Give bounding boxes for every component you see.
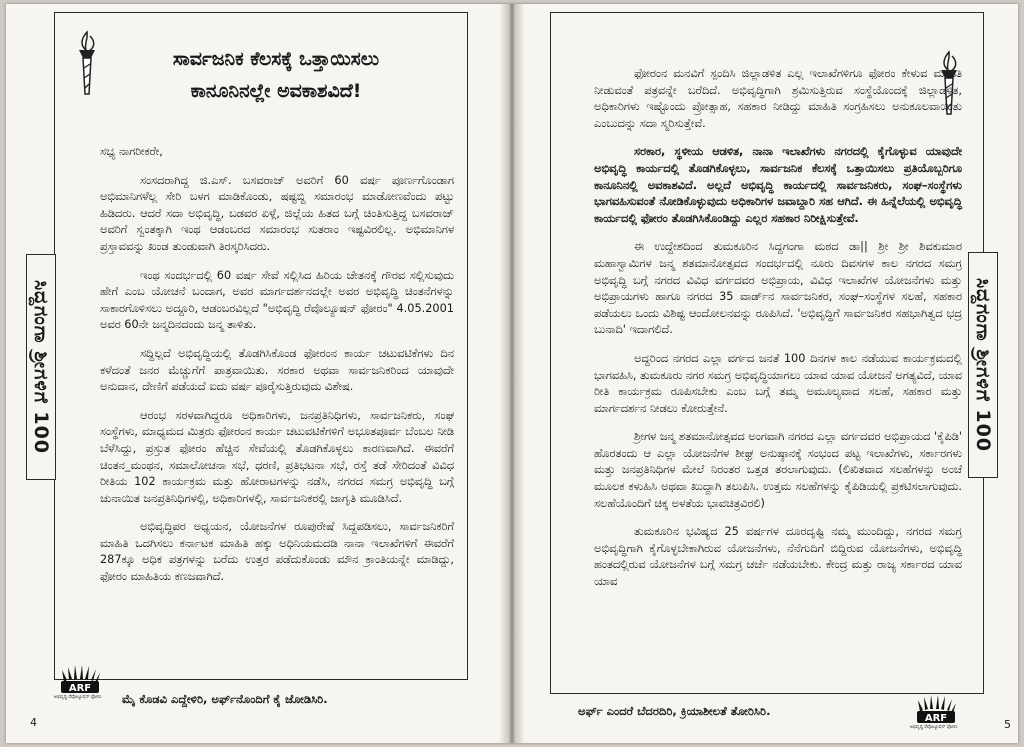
article-body <box>100 144 454 598</box>
paragraph: ತುಮಕೂರಿನ ಭವಿಷ್ಯದ 25 ವರ್ಷಗಳ ದೂರದೃಷ್ಟಿ ನಮ್ಮ ಮುಂದಿದ್ದು, ನಗರದ ಸಮಗ್ರ ಅಭಿವೃದ್ಧಿಗಾಗಿ ಕೈಗೊಳ್ಳಬೇಕಾಗಿರುವ ಯೋಜನೆಗಳು, ನೆನೆಗುದಿಗೆ ಬಿದ್ದಿರುವ ಯೋಜನೆಗಳು, ಅಭಿವೃದ್ಧಿ ಹಂತದಲ್ಲಿರುವ ಯೋಜನೆಗಳ ಬಗ್ಗೆ ಸಮಗ್ರ ಚರ್ಚೆ ನಡೆಯಬೇಕು. ಕೇಂದ್ರ ಮತ್ತು ರಾಜ್ಯ ಸರ್ಕಾರದ ಯಾವ ಯಾವ <box>594 525 962 589</box>
logo-subtext: ಅಭಿವೃದ್ಧಿ ರೆವೊಲ್ಯೂಷನ್ ಫೋರಂ <box>910 725 958 730</box>
arf-logo <box>58 664 102 694</box>
right-page <box>518 4 1018 743</box>
article-title-line2: ಕಾನೂನಿನಲ್ಲೇ ಅವಕಾಶವಿದೆ! <box>190 80 362 102</box>
left-page <box>6 4 506 743</box>
article-body <box>594 66 962 603</box>
paragraph: ಆರಂಭ ಸರಳವಾಗಿದ್ದರೂ ಅಧಿಕಾರಿಗಳು, ಜನಪ್ರತಿನಿಧಿಗಳು, ಸಾರ್ವಜನಿಕರು, ಸಂಘ ಸಂಸ್ಥೆಗಳು, ಮಾಧ್ಯಮದ ಮಿತ್ರರು ಫೋರಂನ ಕಾರ್ಯ ಚಟುವಟಿಕೆಗಳಿಗೆ ಅಭೂತಪೂರ್ವ ಬೆಂಬಲ ನೀಡಿ ಬೆಳೆಸಿದ್ದು, ಪ್ರಸ್ತುತ ಫೋರಂ ಹೆಚ್ಚಿನ ಸೇವೆಯಲ್ಲಿ ತೊಡಗಿಕೊಳ್ಳಲು ಕಾರಣವಾಗಿದೆ. ಈವರೆಗೆ ಚಿಂತನ_ಮಂಥನ, ಸಮಾಲೋಚನಾ ಸಭೆ, ಧರಣಿ, ಪ್ರತಿಭಟನಾ ಸಭೆ, ರಸ್ತೆ ತಡೆ ಸೇರಿದಂತೆ ವಿವಿಧ ರೀತಿಯ 102 ಕಾರ್ಯಕ್ರಮ ಮತ್ತು ಹೋರಾಟಗಳನ್ನು ನಡೆಸಿ, ನಗರದ ಸಮಗ್ರ ಅಭಿವೃದ್ಧಿ ಬಗ್ಗೆ ಚುನಾಯಿತ ಜನಪ್ರತಿನಿಧಿಗಳಲ್ಲಿ, ಅಧಿಕಾರಿಗಳಲ್ಲಿ, ಸಾರ್ವಜನಿಕರಲ್ಲಿ ಜಾಗೃತಿ ಮೂಡಿಸಿದೆ. <box>100 408 454 505</box>
logo-text: ARF <box>924 713 948 724</box>
logo-subtext: ಅಭಿವೃದ್ಧಿ ರೆವೊಲ್ಯೂಷನ್ ಫೋರಂ <box>54 695 102 700</box>
paragraph: ಈ ಉದ್ದೇಶದಿಂದ ತುಮಕೂರಿನ ಸಿದ್ದಗಂಗಾ ಮಠದ ಡಾ|| ಶ್ರೀ ಶ್ರೀ ಶಿವಕುಮಾರ ಮಹಾಸ್ವಾಮಿಗಳ ಜನ್ಮ ಶತಮಾನೋತ್ಸವದ ಸಂದರ್ಭದಲ್ಲಿ ನೂರು ದಿವಸಗಳ ಕಾಲ ನಗರದ ಸಮಗ್ರ ಅಭಿವೃದ್ಧಿ ಬಗ್ಗೆ ನಗರದ ವಿವಿಧ ವರ್ಗದವರ ಅಭಿಪ್ರಾಯ, ವಿವಿಧ ಇಲಾಖೆಗಳ ಯೋಜನೆಗಳು ಮತ್ತು ಅಭಿಪ್ರಾಯಗಳು ಹಾಗೂ ನಗರದ 35 ವಾರ್ಡ್‌ನ ಸಾರ್ವಜನಿಕರ, ಸಂಘ–ಸಂಸ್ಥೆಗಳ ಸಲಹೆ, ಸಹಕಾರ ಪಡೆಯಲು ಒಂದು ವಿಶಿಷ್ಟ ಆಂದೋಲನವನ್ನು ರೂಪಿಸಿದೆ. 'ಅಭಿವೃದ್ಧಿಗೆ ಸಾರ್ವಜನಿಕರ ಸಹಭಾಗಿತ್ವದ ಭದ್ರ ಬುನಾದಿ' ಇದಾಗಲಿದೆ. <box>594 240 962 337</box>
paragraph: ಫೋರಂನ ಮನವಿಗೆ ಸ್ಪಂದಿಸಿ ಜಿಲ್ಲಾಡಳಿತ ಎಲ್ಲ ಇಲಾಖೆಗಳಿಗೂ ಫೋರಂ ಕೇಳುವ ಮಾಹಿತಿ ನೀಡುವಂತೆ ಪತ್ರವನ್ನೇ ಬರೆದಿದೆ. ಅಭಿವೃದ್ಧಿಗಾಗಿ ಶ್ರಮಿಸುತ್ತಿರುವ ಸಂಸ್ಥೆಯೊಂದಕ್ಕೆ ಜಿಲ್ಲಾಡಳಿತ, ಅಧಿಕಾರಿಗಳು ಇಷ್ಟೊಂದು ಪ್ರೋತ್ಸಾಹ, ಸಹಕಾರ ನೀಡಿದ್ದು ಮಾಹಿತಿ ಸಂಗ್ರಹಿಸಲು ಅನುಕೂಲವಾಯಿತು ಎಂಬುದನ್ನು ಸದಾ ಸ್ಮರಿಸುತ್ತೇವೆ. <box>594 67 962 130</box>
page-footer: ಅರ್ಫ್ ಎಂದರೆ ಬೆದರದಿರಿ, ಕ್ರಿಯಾಶೀಲತೆ ತೋರಿಸಿರಿ. <box>578 704 771 718</box>
paragraph <box>594 144 962 227</box>
side-tab <box>968 252 998 478</box>
article-title-line1: ಸಾರ್ವಜನಿಕ ಕೆಲಸಕ್ಕೆ ಒತ್ತಾಯಿಸಲು <box>172 48 380 70</box>
page-number: 4 <box>30 716 37 729</box>
paragraph: ಅದ್ದರಿಂದ ನಗರದ ಎಲ್ಲಾ ವರ್ಗದ ಜನತೆ 100 ದಿನಗಳ ಕಾಲ ನಡೆಯುವ ಕಾರ್ಯಕ್ರಮದಲ್ಲಿ ಭಾಗವಹಿಸಿ, ತುಮಕೂರು ನಗರ ಸಮಗ್ರ ಅಭಿವೃದ್ಧಿಯಾಗಲು ಯಾವ ಯಾವ ಯೋಜನೆ ಅಗತ್ಯವಿದೆ, ಯಾವ ರೀತಿ ಕಾರ್ಯಕ್ರಮ ರೂಪಿಸಬೇಕು ಎಂಬ ಬಗ್ಗೆ ತಮ್ಮ ಅಮೂಲ್ಯವಾದ ಸಲಹೆ, ಸಹಕಾರ ಮತ್ತು ಮಾರ್ಗದರ್ಶನ ನೀಡಲು ಕೋರುತ್ತೇನೆ. <box>594 351 962 415</box>
arf-logo <box>914 694 958 724</box>
paragraph: ಇಂಥ ಸಂದರ್ಭದಲ್ಲಿ 60 ವರ್ಷ ಸೇವೆ ಸಲ್ಲಿಸಿದ ಹಿರಿಯ ಚೇತನಕ್ಕೆ ಗೌರವ ಸಲ್ಲಿಸುವುದು ಹೇಗೆ ಎಂಬ ಯೋಚನೆ ಬಂದಾಗ, ಅವರ ಮಾರ್ಗದರ್ಶನದಲ್ಲೇ ಅವರ ಅಭಿವೃದ್ಧಿ ಚಿಂತನೆಗಳನ್ನು ಸಾಕಾರಗೊಳಿಸಲು ಅದ್ದೂರಿ, ಆಡಂಬರವಿಲ್ಲದೆ "ಅಭಿವೃದ್ಧಿ ರೆವೊಲ್ಯೂಷನ್ ಫೋರಂ" 4.05.2001 ಅವರ 60ನೇ ಜನ್ಮದಿನದಂದು ಜನ್ಮ ತಾಳಿತು. <box>100 268 454 332</box>
page-number: 5 <box>1004 718 1011 731</box>
bold-paragraph: ಸರಕಾರ, ಸ್ಥಳೀಯ ಆಡಳಿತ, ನಾನಾ ಇಲಾಖೆಗಳು ನಗರದಲ್ಲಿ ಕೈಗೊಳ್ಳುವ ಯಾವುದೇ ಅಭಿವೃದ್ಧಿ ಕಾರ್ಯದಲ್ಲಿ ತೊಡಗಿಕೊಳ್ಳಲು, ಸಾರ್ವಜನಿಕ ಕೆಲಸಕ್ಕೆ ಒತ್ತಾಯಿಸಲು ಪ್ರತಿಯೊಬ್ಬರಿಗೂ ಕಾನೂನಿನಲ್ಲಿ ಅವಕಾಶವಿದೆ. ಅಲ್ಲದೆ ಅಭಿವೃದ್ಧಿ ಕಾರ್ಯದಲ್ಲಿ ಸಾರ್ವಜನಿಕರು, ಸಂಘ–ಸಂಸ್ಥೆಗಳು ಭಾಗವಹಿಸುವಂತೆ ನೋಡಿಕೊಳ್ಳುವುದು ಅಧಿಕಾರಿಗಳ ಜವಾಬ್ದಾರಿ ಸಹ ಆಗಿದೆ. ಈ ಹಿನ್ನೆಲೆಯಲ್ಲಿ ಅಭಿವೃದ್ಧಿ ಕಾರ್ಯದಲ್ಲಿ ಫೋರಂ ತೊಡಗಿಸಿಕೊಂಡಿದ್ದು ಎಲ್ಲರ ಸಹಕಾರ ನಿರೀಕ್ಷಿಸುತ್ತೇವೆ. <box>594 145 962 225</box>
booklet-spread <box>6 4 1018 743</box>
side-tab-label: ಸಿದ್ದಗಂಗಾ ಶ್ರೀಗಳಿಗೆ 100 <box>972 277 994 453</box>
paragraph: ಶ್ರೀಗಳ ಜನ್ಮ ಶತಮಾನೋತ್ಸವದ ಅಂಗವಾಗಿ ನಗರದ ಎಲ್ಲಾ ವರ್ಗದವರ ಅಭಿಪ್ರಾಯದ 'ಕೈಪಿಡಿ' ಹೊರತಂದು ಆ ಎಲ್ಲಾ ಯೋಜನೆಗಳ ಶೀಘ್ರ ಅನುಷ್ಠಾನಕ್ಕೆ ಸಂಭಂದ ಪಟ್ಟ ಇಲಾಖೆಗಳು, ಸರ್ಕಾರಗಳು ಮತ್ತು ಜನಪ್ರತಿನಿಧಿಗಳ ಮೇಲೆ ನಿರಂತರ ಒತ್ತಡ ತರಲಾಗುವುದು. (ಲಿಖಿತವಾದ ಸಲಹೆಗಳನ್ನು ಅಂಚೆ ಮೂಲಕ ಕಳುಹಿಸಿ ಅಥವಾ ಖುದ್ದಾಗಿ ತಲುಪಿಸಿ. ಉತ್ತಮ ಸಲಹೆಗಳನ್ನು ಕೈಪಿಡಿಯಲ್ಲಿ ಪ್ರಕಟಿಸಲಾಗುವುದು. ಸಲಹೆಯೊಂದಿಗೆ ಚಿಕ್ಕ ಅಳತೆಯ ಭಾವಚಿತ್ರವಿರಲಿ) <box>594 430 962 510</box>
paragraph: ಸಂಸದರಾಗಿದ್ದ ಜಿ.ಎಸ್. ಬಸವರಾಜ್ ಅವರಿಗೆ 60 ವರ್ಷ ಪೂರ್ಣಗೊಂಡಾಗ ಅಭಿಮಾನಿಗಳೆಲ್ಲ ಸೇರಿ ಬಳಗ ಮಾಡಿಕೊಂಡು, ಷಷ್ಟಬ್ದಿ ಸಮಾರಂಭ ಮಾಡೋಣವೆಂದು ಪಟ್ಟು ಹಿಡಿದರು. ಆದರೆ ಸದಾ ಅಭಿವೃದ್ಧಿ, ಬಡವರ ಏಳ್ಗೆ, ಜಿಲ್ಲೆಯ ಹಿತದ ಬಗ್ಗೆ ಚಿಂತಿಸುತ್ತಿದ್ದ ಬಸವರಾಜ್ ಅವರಿಗೆ ಸ್ವಂತಕ್ಕಾಗಿ ಇಂಥ ಆಡಂಬರದ ಸಮಾರಂಭ ಸುತರಾಂ ಇಷ್ಟವಿರಲಿಲ್ಲ. ಅಭಿಮಾನಿಗಳ ಪ್ರಸ್ತಾವವನ್ನು ಖಂಡ ತುಂಡುವಾಗಿ ತಿರಸ್ಕರಿಸಿದರು. <box>100 173 454 253</box>
paragraph: ಸದ್ದಿಲ್ಲದೆ ಅಭಿವೃದ್ಧಿಯಲ್ಲಿ ತೊಡಗಿಸಿಕೊಂಡ ಫೋರಂನ ಕಾರ್ಯ ಚಟುವಟಿಕೆಗಳು ದಿನ ಕಳೆದಂತೆ ಜನರ ಮೆಚ್ಚುಗೆಗೆ ಪಾತ್ರವಾಯಿತು. ಸರಕಾರ ಅಥವಾ ಸಾರ್ವಜನಿಕರಿಂದ ಯಾವುದೇ ಅನುದಾನ, ದೇಣಿಗೆ ಪಡೆಯದೆ ಐದು ವರ್ಷ ಪೂರೈಸುತ್ತಿರುವುದು ವಿಶೇಷ. <box>100 346 454 394</box>
side-tab <box>26 254 56 480</box>
side-tab-label: ಸಿದ್ದಗಂಗಾ ಶ್ರೀಗಳಿಗೆ 100 <box>30 279 52 455</box>
page-footer: ಮೈ ಕೊಡವಿ ಎದ್ದೇಳಿರಿ, ಅರ್ಫ್‌ನೊಂದಿಗೆ ಕೈ ಜೋಡಿಸಿರಿ. <box>122 692 328 706</box>
book-gutter <box>500 4 524 743</box>
salutation: ಸಭ್ಯ ನಾಗರೀಕರೇ, <box>100 145 163 158</box>
logo-text: ARF <box>68 683 92 694</box>
paragraph: ಅಭಿವೃದ್ಧಿಪರ ಅಧ್ಯಯನ, ಯೋಜನೆಗಳ ರೂಪುರೇಷೆ ಸಿದ್ದಪಡಿಸಲು, ಸಾರ್ವಜನಿಕರಿಗೆ ಮಾಹಿತಿ ಒದಗಿಸಲು ಕರ್ನಾಟಕ ಮಾಹಿತಿ ಹಕ್ಕು ಅಧಿನಿಯಮದಡಿ ನಾನಾ ಇಲಾಖೆಗಳಿಗೆ ಈವರೆಗೆ 287ಕ್ಕೂ ಅಧಿಕ ಪತ್ರಗಳನ್ನು ಬರೆದು ಉತ್ತರ ಪಡೆದುಕೊಂಡು ಮೌನ ಕ್ರಾಂತಿಯನ್ನೇ ಮಾಡಿದ್ದು, ಫೋರಂ ಮಾಹಿತಿಯ ಕಣಜವಾಗಿದೆ. <box>100 520 454 584</box>
